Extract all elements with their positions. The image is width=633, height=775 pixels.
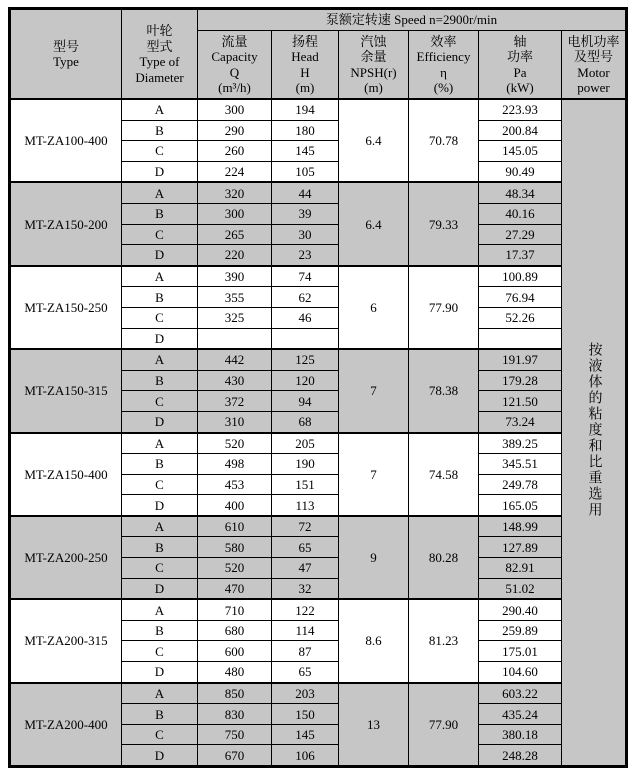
col-header-shaft-power-line: (kW): [506, 80, 534, 95]
capacity-cell: 710: [198, 599, 272, 620]
col-header-head-line: H: [300, 64, 310, 80]
capacity-cell: 300: [198, 99, 272, 120]
impeller-type-cell: D: [122, 662, 198, 683]
shaft-power-cell: 52.26: [479, 307, 562, 328]
col-header-impeller: [122, 9, 198, 100]
impeller-type-cell: B: [122, 537, 198, 558]
model-cell: MT-ZA200-250: [10, 516, 122, 599]
npsh-cell: 6.4: [339, 99, 409, 182]
col-header-motor-power-line: 电机功率: [567, 33, 620, 49]
capacity-cell: 498: [198, 454, 272, 475]
capacity-cell: 442: [198, 349, 272, 370]
col-header-npsh-line: NPSH(r): [350, 64, 397, 80]
table-row: [10, 433, 627, 454]
col-header-capacity-line: 流量: [221, 33, 248, 49]
capacity-cell: 224: [198, 161, 272, 182]
efficiency-cell: 81.23: [409, 599, 479, 682]
impeller-type-cell: B: [122, 287, 198, 308]
model-cell: MT-ZA150-315: [10, 349, 122, 432]
head-cell: 150: [272, 704, 339, 725]
impeller-type-cell: B: [122, 704, 198, 725]
head-cell: 94: [272, 391, 339, 412]
npsh-cell: 6.4: [339, 182, 409, 265]
impeller-type-cell: D: [122, 745, 198, 767]
impeller-type-cell: B: [122, 120, 198, 141]
head-cell: 120: [272, 370, 339, 391]
model-cell: MT-ZA200-315: [10, 599, 122, 682]
capacity-cell: 355: [198, 287, 272, 308]
efficiency-cell: 70.78: [409, 99, 479, 182]
shaft-power-cell: 290.40: [479, 599, 562, 620]
capacity-cell: 400: [198, 495, 272, 516]
table-row: [10, 516, 627, 537]
head-cell: 62: [272, 287, 339, 308]
head-cell: 74: [272, 266, 339, 287]
shaft-power-cell: 200.84: [479, 120, 562, 141]
shaft-power-cell: [479, 328, 562, 349]
impeller-type-cell: C: [122, 141, 198, 162]
head-cell: 65: [272, 537, 339, 558]
shaft-power-cell: 48.34: [479, 182, 562, 203]
impeller-type-cell: A: [122, 599, 198, 620]
impeller-type-cell: D: [122, 161, 198, 182]
model-cell: MT-ZA150-200: [10, 182, 122, 265]
table-row: [10, 349, 627, 370]
impeller-type-cell: B: [122, 203, 198, 224]
npsh-cell: 8.6: [339, 599, 409, 682]
capacity-cell: 260: [198, 141, 272, 162]
capacity-cell: 220: [198, 245, 272, 266]
shaft-power-cell: 259.89: [479, 620, 562, 641]
head-cell: 106: [272, 745, 339, 767]
efficiency-cell: 79.33: [409, 182, 479, 265]
shaft-power-cell: 17.37: [479, 245, 562, 266]
impeller-type-cell: D: [122, 578, 198, 599]
col-header-npsh-line: 汽蚀: [360, 33, 387, 49]
shaft-power-cell: 191.97: [479, 349, 562, 370]
col-header-impeller-line: Type of: [139, 54, 180, 69]
shaft-power-cell: 223.93: [479, 99, 562, 120]
shaft-power-cell: 248.28: [479, 745, 562, 767]
impeller-type-cell: D: [122, 328, 198, 349]
col-header-capacity-line: Capacity: [211, 49, 258, 64]
capacity-cell: 372: [198, 391, 272, 412]
col-header-head: [272, 31, 339, 100]
impeller-type-cell: C: [122, 307, 198, 328]
model-cell: MT-ZA100-400: [10, 99, 122, 182]
head-cell: 145: [272, 141, 339, 162]
head-cell: 145: [272, 724, 339, 745]
motor-power-note-cell: [562, 99, 627, 767]
col-header-efficiency-line: 效率: [430, 33, 457, 49]
col-header-shaft-power-line: 轴: [513, 33, 527, 49]
motor-power-note-text: 按液体的粘度和比重选用: [586, 342, 602, 518]
head-cell: 113: [272, 495, 339, 516]
shaft-power-cell: 165.05: [479, 495, 562, 516]
capacity-cell: 300: [198, 203, 272, 224]
shaft-power-cell: 345.51: [479, 454, 562, 475]
npsh-cell: 13: [339, 683, 409, 767]
efficiency-cell: 80.28: [409, 516, 479, 599]
capacity-cell: 430: [198, 370, 272, 391]
shaft-power-cell: 51.02: [479, 578, 562, 599]
head-cell: 180: [272, 120, 339, 141]
impeller-type-cell: C: [122, 391, 198, 412]
col-header-impeller-line: Diameter: [135, 69, 184, 85]
impeller-type-cell: A: [122, 683, 198, 704]
capacity-cell: 453: [198, 474, 272, 495]
model-cell: MT-ZA200-400: [10, 683, 122, 767]
shaft-power-cell: 76.94: [479, 287, 562, 308]
capacity-cell: 600: [198, 641, 272, 662]
table-row: [10, 599, 627, 620]
impeller-type-cell: A: [122, 99, 198, 120]
col-header-efficiency: [409, 31, 479, 100]
col-header-capacity-line: (m³/h): [218, 80, 251, 95]
efficiency-cell: 77.90: [409, 266, 479, 349]
head-cell: 30: [272, 224, 339, 245]
head-cell: 68: [272, 411, 339, 432]
head-cell: 47: [272, 558, 339, 579]
shaft-power-cell: 27.29: [479, 224, 562, 245]
impeller-type-cell: A: [122, 349, 198, 370]
table-row: [10, 266, 627, 287]
col-header-capacity: [198, 31, 272, 100]
shaft-power-cell: 389.25: [479, 433, 562, 454]
capacity-cell: 580: [198, 537, 272, 558]
table-row: [10, 99, 627, 120]
pump-spec-table: [8, 7, 628, 768]
head-cell: 105: [272, 161, 339, 182]
model-cell: MT-ZA150-400: [10, 433, 122, 516]
shaft-power-cell: 104.60: [479, 662, 562, 683]
shaft-power-cell: 148.99: [479, 516, 562, 537]
col-header-capacity-line: Q: [229, 64, 240, 80]
head-cell: 72: [272, 516, 339, 537]
shaft-power-cell: 100.89: [479, 266, 562, 287]
shaft-power-cell: 175.01: [479, 641, 562, 662]
model-cell: MT-ZA150-250: [10, 266, 122, 349]
impeller-type-cell: B: [122, 454, 198, 475]
shaft-power-cell: 380.18: [479, 724, 562, 745]
head-cell: 122: [272, 599, 339, 620]
head-cell: [272, 328, 339, 349]
shaft-power-cell: 603.22: [479, 683, 562, 704]
npsh-cell: 7: [339, 349, 409, 432]
capacity-cell: 750: [198, 724, 272, 745]
table-row: [10, 182, 627, 203]
npsh-cell: 9: [339, 516, 409, 599]
impeller-type-cell: D: [122, 495, 198, 516]
capacity-cell: 670: [198, 745, 272, 767]
head-cell: 23: [272, 245, 339, 266]
head-cell: 205: [272, 433, 339, 454]
capacity-cell: 390: [198, 266, 272, 287]
shaft-power-cell: 179.28: [479, 370, 562, 391]
col-header-motor-power-line: Motor: [577, 64, 610, 80]
impeller-type-cell: C: [122, 724, 198, 745]
col-header-model-zh: 型号: [52, 38, 79, 54]
impeller-type-cell: D: [122, 245, 198, 266]
head-cell: 151: [272, 474, 339, 495]
col-header-shaft-power-line: Pa: [513, 64, 527, 80]
header-rated-speed: 泵额定转速 Speed n=2900r/min: [198, 9, 627, 31]
shaft-power-cell: 121.50: [479, 391, 562, 412]
impeller-type-cell: C: [122, 474, 198, 495]
col-header-head-line: 扬程: [291, 33, 318, 49]
head-cell: 114: [272, 620, 339, 641]
col-header-efficiency-line: η: [440, 64, 447, 80]
npsh-cell: 7: [339, 433, 409, 516]
table-header: [10, 9, 627, 100]
col-header-model: [10, 9, 122, 100]
shaft-power-cell: 82.91: [479, 558, 562, 579]
col-header-shaft-power: [479, 31, 562, 100]
head-cell: 87: [272, 641, 339, 662]
efficiency-cell: 77.90: [409, 683, 479, 767]
capacity-cell: 265: [198, 224, 272, 245]
head-cell: 203: [272, 683, 339, 704]
capacity-cell: 850: [198, 683, 272, 704]
capacity-cell: 310: [198, 411, 272, 432]
head-cell: 44: [272, 182, 339, 203]
capacity-cell: 520: [198, 558, 272, 579]
col-header-motor-power-line: 及型号: [574, 49, 614, 64]
capacity-cell: 320: [198, 182, 272, 203]
capacity-cell: 470: [198, 578, 272, 599]
shaft-power-cell: 40.16: [479, 203, 562, 224]
shaft-power-cell: 145.05: [479, 141, 562, 162]
shaft-power-cell: 90.49: [479, 161, 562, 182]
col-header-efficiency-line: (%): [433, 80, 454, 95]
npsh-cell: 6: [339, 266, 409, 349]
header-speed-row: [10, 9, 627, 31]
impeller-type-cell: A: [122, 266, 198, 287]
efficiency-cell: 78.38: [409, 349, 479, 432]
capacity-cell: 610: [198, 516, 272, 537]
head-cell: 46: [272, 307, 339, 328]
capacity-cell: [198, 328, 272, 349]
impeller-type-cell: B: [122, 370, 198, 391]
col-header-npsh-line: 余量: [360, 49, 387, 64]
shaft-power-cell: 249.78: [479, 474, 562, 495]
col-header-impeller-line: 叶轮: [146, 23, 173, 38]
efficiency-cell: 74.58: [409, 433, 479, 516]
capacity-cell: 480: [198, 662, 272, 683]
impeller-type-cell: C: [122, 224, 198, 245]
col-header-efficiency-line: Efficiency: [416, 49, 471, 64]
col-header-npsh-line: (m): [364, 80, 383, 95]
capacity-cell: 325: [198, 307, 272, 328]
col-header-shaft-power-line: 功率: [506, 49, 533, 64]
table-body: [10, 99, 627, 767]
capacity-cell: 520: [198, 433, 272, 454]
col-header-model-en: Type: [53, 54, 79, 69]
col-header-impeller-line: 型式: [146, 38, 173, 54]
col-header-head-line: Head: [291, 49, 319, 64]
impeller-type-cell: D: [122, 411, 198, 432]
table-row: [10, 683, 627, 704]
col-header-head-line: (m): [295, 80, 315, 95]
capacity-cell: 290: [198, 120, 272, 141]
capacity-cell: 680: [198, 620, 272, 641]
impeller-type-cell: A: [122, 182, 198, 203]
col-header-motor-power: [562, 31, 627, 100]
shaft-power-cell: 127.89: [479, 537, 562, 558]
capacity-cell: 830: [198, 704, 272, 725]
impeller-type-cell: A: [122, 433, 198, 454]
shaft-power-cell: 73.24: [479, 411, 562, 432]
shaft-power-cell: 435.24: [479, 704, 562, 725]
impeller-type-cell: C: [122, 641, 198, 662]
head-cell: 32: [272, 578, 339, 599]
head-cell: 39: [272, 203, 339, 224]
head-cell: 125: [272, 349, 339, 370]
impeller-type-cell: B: [122, 620, 198, 641]
col-header-motor-power-line: power: [577, 80, 610, 95]
impeller-type-cell: C: [122, 558, 198, 579]
head-cell: 65: [272, 662, 339, 683]
head-cell: 194: [272, 99, 339, 120]
col-header-npsh: [339, 31, 409, 100]
head-cell: 190: [272, 454, 339, 475]
impeller-type-cell: A: [122, 516, 198, 537]
